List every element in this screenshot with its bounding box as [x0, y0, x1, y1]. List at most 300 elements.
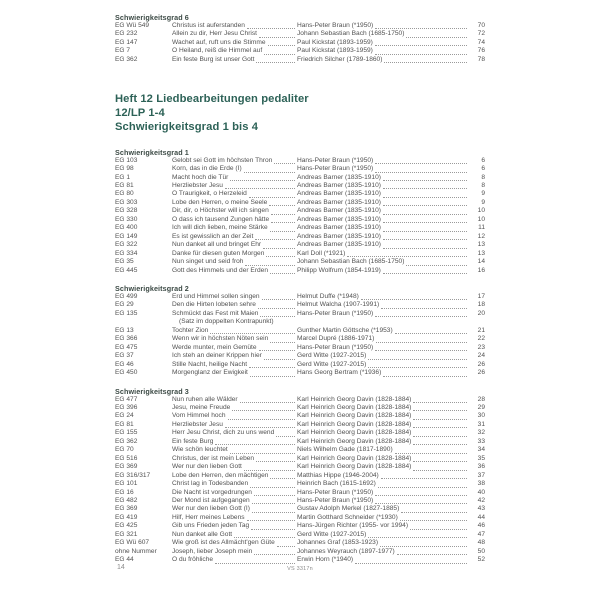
dot-leader: [413, 401, 467, 403]
entry-composer-cell: [297, 421, 469, 429]
entry-composer-cell: [297, 522, 469, 530]
dot-leader: [230, 179, 295, 181]
entry-page: 34: [477, 446, 485, 454]
entry-number: EG 316/317: [115, 471, 151, 479]
dot-leader: [260, 315, 295, 317]
dot-leader: [413, 469, 467, 471]
entry-composer: Karl Heinrich Georg Davin (1828-1884): [297, 412, 412, 420]
dot-leader: [406, 36, 467, 38]
entry-title-cell: [172, 30, 297, 38]
dot-leader: [368, 536, 467, 538]
dot-leader: [269, 204, 295, 206]
entry-page: 43: [477, 505, 485, 513]
entry-row: [115, 224, 485, 232]
entry-page: 72: [477, 30, 485, 38]
section-heading: Schwierigkeitsgrad 6: [115, 13, 189, 22]
entry-page: 21: [477, 326, 485, 334]
entry-title-cell: [172, 497, 297, 505]
entry-page: 30: [477, 412, 485, 420]
dot-leader: [383, 375, 467, 377]
entry-title: Dir, dir, o Höchster will ich singen: [172, 207, 269, 215]
entry-row: [115, 505, 485, 513]
entry-composer-cell: [297, 199, 469, 207]
entry-title-cell: [172, 438, 297, 446]
entry-title-cell: [172, 531, 297, 539]
entry-composer: Andreas Barner (1835-1910): [297, 182, 381, 190]
dot-leader: [375, 494, 467, 496]
entry-composer-cell: [297, 224, 469, 232]
entry-title: Den die Hirten lobeten sehre: [172, 301, 256, 309]
dot-leader: [256, 460, 295, 462]
entry-composer: Martin Gotthard Schneider (*1930): [297, 513, 398, 521]
dot-leader: [413, 435, 467, 437]
entry-title: Christ lag in Todesbanden: [172, 480, 249, 488]
dot-leader: [262, 298, 295, 300]
dot-leader: [410, 528, 467, 530]
entry-number: EG 44: [115, 556, 134, 564]
entry-title: Wie schön leuchtet: [172, 446, 228, 454]
entry-title-cell: [172, 505, 297, 513]
dot-leader: [368, 366, 467, 368]
entry-number: EG 135: [115, 309, 138, 317]
dot-leader: [375, 53, 467, 55]
entry-title-cell: [172, 267, 297, 275]
entry-row: [115, 455, 485, 463]
entry-page: 36: [477, 463, 485, 471]
entry-number: EG 232: [115, 30, 138, 38]
entry-title: Nun singet und seid froh: [172, 258, 244, 266]
dot-leader: [249, 366, 295, 368]
entry-row: [115, 361, 485, 369]
volume-heading-line2: 12/LP 1-4: [115, 107, 165, 120]
entry-number: EG 475: [115, 343, 138, 351]
entry-composer: Karl Heinrich Georg Davin (1828-1884): [297, 429, 412, 437]
entry-title: (Satz im doppelten Kontrapunkt): [179, 318, 274, 326]
dot-leader: [381, 307, 467, 309]
entry-composer: Friedrich Silcher (1789-1860): [297, 55, 383, 63]
entry-row: [115, 310, 485, 318]
dot-leader: [383, 221, 467, 223]
entry-number: EG 303: [115, 198, 138, 206]
entry-number: EG 366: [115, 335, 138, 343]
entry-composer-cell: [297, 352, 469, 360]
dot-leader: [375, 349, 467, 351]
entry-composer: Hans-Peter Braun (*1950): [297, 309, 374, 317]
entry-title: Erd und Himmel sollen singen: [172, 293, 260, 300]
page-footer: [115, 564, 485, 576]
entry-page: 9: [481, 198, 485, 206]
entry-title-cell: [172, 310, 297, 318]
entry-row: [115, 335, 485, 343]
entry-number: EG 445: [115, 266, 138, 274]
dot-leader: [271, 221, 295, 223]
dot-leader: [347, 255, 467, 257]
dot-leader: [252, 511, 295, 513]
dot-leader: [271, 213, 295, 215]
dot-leader: [251, 528, 295, 530]
entry-row: [115, 165, 485, 173]
entry-title: Vom Himmel hoch: [172, 412, 226, 420]
dot-leader: [264, 358, 295, 360]
dot-leader: [250, 375, 295, 377]
entry-composer-cell: [297, 22, 469, 30]
entry-composer-cell: [297, 190, 469, 198]
entry-composer-cell: [297, 301, 469, 309]
entry-title-cell: [172, 327, 297, 335]
entry-row: [115, 531, 485, 539]
dot-leader: [270, 230, 295, 232]
entry-page: 6: [481, 165, 485, 173]
entry-number: EG 29: [115, 301, 134, 309]
entry-row: [115, 396, 485, 404]
entry-number: ohne Nummer: [115, 547, 157, 555]
section-heading: Schwierigkeitsgrad 1: [115, 147, 189, 157]
entry-page: 14: [477, 258, 485, 266]
dot-leader: [244, 469, 295, 471]
dot-leader: [384, 61, 467, 63]
dot-leader: [276, 435, 295, 437]
entry-number: EG 24: [115, 412, 134, 420]
entry-page: 37: [477, 471, 485, 479]
entry-row: [115, 480, 485, 488]
entry-composer: Hans-Peter Braun (*1950): [297, 343, 374, 351]
toc-top-section-container: [115, 13, 485, 64]
dot-leader: [383, 272, 467, 274]
entry-number: EG 334: [115, 249, 138, 257]
entry-title: O Traurigkeit, o Herzeleid: [172, 190, 247, 198]
entry-number: EG 16: [115, 488, 134, 496]
entry-composer-cell: [297, 157, 469, 165]
dot-leader: [263, 247, 295, 249]
entry-number: EG 46: [115, 360, 134, 368]
dot-leader: [215, 443, 295, 445]
entry-number: EG 499: [115, 293, 138, 300]
dot-leader: [270, 272, 295, 274]
entry-page: 20: [477, 309, 485, 317]
dot-leader: [247, 519, 295, 521]
entry-number: EG 98: [115, 165, 134, 173]
entry-composer-cell: [297, 56, 469, 64]
dot-leader: [254, 553, 295, 555]
entry-row: [115, 301, 485, 309]
dot-leader: [250, 486, 295, 488]
entry-title-cell: [172, 258, 297, 266]
dot-leader: [375, 27, 467, 29]
entry-title: O du fröhliche: [172, 556, 214, 564]
entry-page: 26: [477, 360, 485, 368]
dot-leader: [383, 230, 467, 232]
entry-composer: Hans-Peter Braun (*1950): [297, 488, 374, 496]
entry-composer-cell: [297, 548, 469, 556]
entry-composer: Andreas Barner (1835-1910): [297, 190, 381, 198]
entry-composer: Hans-Peter Braun (*1950): [297, 156, 374, 164]
entry-title: Wenn wir in höchsten Nöten sein: [172, 335, 269, 343]
entry-number: EG 369: [115, 463, 138, 471]
entry-number: EG 482: [115, 496, 138, 504]
entry-composer: Andreas Barner (1835-1910): [297, 215, 381, 223]
entry-number: EG 330: [115, 215, 138, 223]
entry-composer: Andreas Barner (1835-1910): [297, 224, 381, 232]
section-heading: Schwierigkeitsgrad 2: [115, 284, 189, 293]
entry-page: 18: [477, 301, 485, 309]
toc-section: [115, 284, 485, 378]
entry-row: [115, 404, 485, 412]
entry-composer: Karl Heinrich Georg Davin (1828-1884): [297, 403, 412, 411]
entry-number: EG 149: [115, 232, 138, 240]
entry-composer-cell: [297, 489, 469, 497]
entry-title: Morgenglanz der Ewigkeit: [172, 369, 248, 377]
dot-leader: [225, 426, 295, 428]
entry-title-cell: [172, 369, 297, 377]
entry-row: [115, 207, 485, 215]
entry-page: 24: [477, 352, 485, 360]
entry-title-cell: [172, 199, 297, 207]
entry-title: Schmückt das Fest mit Maien: [172, 309, 259, 317]
dot-leader: [383, 187, 467, 189]
entry-title: Gott des Himmels und der Erden: [172, 266, 269, 274]
entry-title-cell: [172, 352, 297, 360]
entry-title: Wie groß ist des Allmächt'gen Güte: [172, 539, 275, 547]
entry-title-cell: [172, 157, 297, 165]
entry-row: [115, 352, 485, 360]
dot-leader: [266, 255, 295, 257]
entry-page: 32: [477, 429, 485, 437]
entry-row: [115, 47, 485, 55]
dot-leader: [274, 162, 295, 164]
entry-row: [115, 539, 485, 547]
entry-title-cell: [172, 174, 297, 182]
entry-row: [115, 463, 485, 471]
entry-title-cell: [172, 522, 297, 530]
entry-composer-cell: [297, 207, 469, 215]
entry-title-cell: [172, 190, 297, 198]
entry-composer: Johannes Graf (1853-1923): [297, 539, 379, 547]
entry-title: Lobe den Herren, o meine Seele: [172, 198, 268, 206]
entry-title: Ich will dich lieben, meine Stärke: [172, 224, 268, 232]
entry-number: EG 7: [115, 47, 131, 55]
entry-number: EG 147: [115, 38, 138, 46]
entry-number: EG 516: [115, 454, 138, 462]
entry-composer: Johannes Weyrauch (1897-1977): [297, 547, 395, 555]
entry-title: Nun danket all und bringet Ehr: [172, 241, 262, 249]
entry-composer-cell: [297, 463, 469, 471]
dot-leader: [270, 341, 295, 343]
entry-composer-cell: [297, 310, 469, 318]
entry-number: EG 81: [115, 182, 134, 190]
entry-row: [115, 327, 485, 335]
entry-row: [115, 250, 485, 258]
entry-row: [115, 489, 485, 497]
entry-composer-cell: [297, 429, 469, 437]
entry-composer: Gerd Witte (1927-2015): [297, 352, 367, 360]
entry-number: EG 328: [115, 207, 138, 215]
toc-section: [115, 387, 485, 565]
toc-section: [115, 13, 485, 64]
entry-title-cell: [172, 463, 297, 471]
entry-composer: Karl Heinrich Georg Davin (1828-1884): [297, 437, 412, 445]
volume-heading-line3: Schwierigkeitsgrad 1 bis 4: [115, 120, 259, 133]
dot-leader: [259, 349, 295, 351]
entry-title-cell: [172, 22, 297, 30]
entry-title: Lobe den Herren, den mächtigen: [172, 471, 269, 479]
volume-heading-line1: Heft 12 Liedbearbeitungen pedaliter: [115, 93, 309, 106]
entry-composer-cell: [297, 165, 469, 173]
entry-composer: Andreas Barner (1835-1910): [297, 207, 381, 215]
publisher-code: VS 3317n: [287, 566, 313, 572]
dot-leader: [234, 536, 295, 538]
dot-leader: [252, 502, 295, 504]
entry-title: Jesu, meine Freude: [172, 403, 231, 411]
entry-composer-cell: [297, 216, 469, 224]
entry-composer-cell: [297, 505, 469, 513]
entry-title: Macht hoch die Tür: [172, 173, 229, 181]
entry-composer-cell: [297, 480, 469, 488]
entry-title-cell: [172, 318, 297, 326]
entry-row: [115, 233, 485, 241]
entry-composer: Johann Sebastian Bach (1685-1750): [297, 30, 405, 38]
entry-composer-cell: [297, 412, 469, 420]
entry-number: EG Wü 549: [115, 22, 150, 29]
entry-row: [115, 267, 485, 275]
dot-leader: [210, 332, 295, 334]
entry-composer-cell: [297, 396, 469, 404]
entry-page: 10: [477, 215, 485, 223]
entry-composer-cell: [297, 267, 469, 275]
entry-composer-cell: [297, 241, 469, 249]
entry-number: EG 155: [115, 429, 138, 437]
entry-number: EG 322: [115, 241, 138, 249]
entry-composer: Heinrich Bach (1615-1692): [297, 480, 376, 488]
entry-composer: Karl Doll (*1921): [297, 249, 346, 257]
entry-title-cell: [172, 241, 297, 249]
entry-composer: Hans-Jürgen Richter (1955- vor 1994): [297, 522, 409, 530]
entry-title-cell: [172, 480, 297, 488]
entry-title-cell: [172, 514, 297, 522]
entry-title: Wer nur den lieben Gott: [172, 463, 242, 471]
entry-composer-cell: [297, 327, 469, 335]
entry-composer: Karl Heinrich Georg Davin (1828-1884): [297, 454, 412, 462]
dot-leader: [245, 264, 295, 266]
entry-composer: Andreas Barner (1835-1910): [297, 232, 381, 240]
entry-composer: Niels Wilhelm Gade (1817-1890): [297, 446, 393, 454]
entry-title-cell: [172, 404, 297, 412]
entry-row: [115, 429, 485, 437]
entry-title-cell: [172, 250, 297, 258]
entry-composer-cell: [297, 47, 469, 55]
entry-composer: Paul Kickstat (1893-1959): [297, 47, 373, 55]
entry-row: [115, 39, 485, 47]
dot-leader: [375, 44, 467, 46]
entry-row: [115, 446, 485, 454]
entry-row: [115, 56, 485, 64]
entry-number: EG 321: [115, 530, 138, 538]
entry-composer-cell: [297, 344, 469, 352]
entry-row: [115, 174, 485, 182]
entry-page: 13: [477, 241, 485, 249]
entry-composer-cell: [297, 174, 469, 182]
entry-row: [115, 472, 485, 480]
entry-composer: Karl Heinrich Georg Davin (1828-1884): [297, 395, 412, 403]
entry-title: Es ist gewisslich an der Zeit: [172, 232, 254, 240]
entry-number: EG 477: [115, 395, 138, 403]
entry-composer: Andreas Barner (1835-1910): [297, 173, 381, 181]
entry-composer: Helmut Duffe (*1948): [297, 293, 359, 300]
dot-leader: [395, 332, 467, 334]
dot-leader: [413, 409, 467, 411]
entry-title: Christus ist auferstanden: [172, 22, 245, 29]
entry-composer-cell: [297, 514, 469, 522]
dot-leader: [259, 36, 295, 38]
entry-composer: Gunther Martin Göttsche (*1953): [297, 326, 393, 334]
entry-row: [115, 182, 485, 190]
entry-row: [115, 190, 485, 198]
entry-title: Wer nur den lieben Gott (I): [172, 505, 250, 513]
entry-composer-cell: [297, 369, 469, 377]
entry-title-cell: [172, 182, 297, 190]
entry-number: EG 80: [115, 190, 134, 198]
entry-composer-cell: [297, 335, 469, 343]
entry-title-cell: [172, 455, 297, 463]
entry-composer: Hans Georg Bertram (*1936): [297, 369, 382, 377]
entry-title: Herr Jesu Christ, dich zu uns wend: [172, 429, 275, 437]
dot-leader: [376, 341, 467, 343]
dot-leader: [232, 409, 295, 411]
entry-title-cell: [172, 233, 297, 241]
entry-title-cell: [172, 548, 297, 556]
entry-page: 28: [477, 395, 485, 403]
entry-title: Nun ruhen alle Wälder: [172, 395, 238, 403]
entry-composer: Hans-Peter Braun (*1950): [297, 496, 374, 504]
dot-leader: [383, 179, 467, 181]
entry-page: 52: [477, 556, 485, 564]
entry-row: [115, 22, 485, 30]
entry-title: Herzliebster Jesu: [172, 182, 223, 190]
entry-row: [115, 412, 485, 420]
dot-leader: [277, 545, 295, 547]
dot-leader: [400, 519, 467, 521]
entry-row: [115, 258, 485, 266]
entry-page: 10: [477, 207, 485, 215]
dot-leader: [378, 486, 467, 488]
entry-number: EG 362: [115, 55, 138, 63]
section-heading: Schwierigkeitsgrad 3: [115, 386, 189, 396]
entry-composer-cell: [297, 438, 469, 446]
entry-number: EG 362: [115, 437, 138, 445]
entry-number: EG 1: [115, 173, 131, 181]
entry-page: 12: [477, 232, 485, 240]
entry-row: [115, 199, 485, 207]
page-number: 14: [117, 564, 125, 571]
entry-title-cell: [172, 489, 297, 497]
entry-composer-cell: [297, 531, 469, 539]
entry-composer: Andreas Barner (1835-1910): [297, 241, 381, 249]
entry-title-cell: [172, 361, 297, 369]
entry-title-cell: [172, 165, 297, 173]
entry-title: Allein zu dir, Herr Jesu Christ: [172, 30, 258, 38]
entry-number: EG 81: [115, 420, 134, 428]
volume-heading: [115, 93, 485, 134]
entry-title-cell: [172, 472, 297, 480]
entry-composer-cell: [297, 539, 469, 547]
entry-page: 23: [477, 343, 485, 351]
dot-leader: [406, 264, 467, 266]
entry-number: EG 396: [115, 403, 138, 411]
entry-composer: Hans-Peter Braun (*1950): [297, 165, 374, 173]
entry-composer-cell: [297, 472, 469, 480]
entry-title: O dass ich tausend Zungen hätte: [172, 215, 270, 223]
dot-leader: [383, 238, 467, 240]
toc-section: [115, 148, 485, 275]
